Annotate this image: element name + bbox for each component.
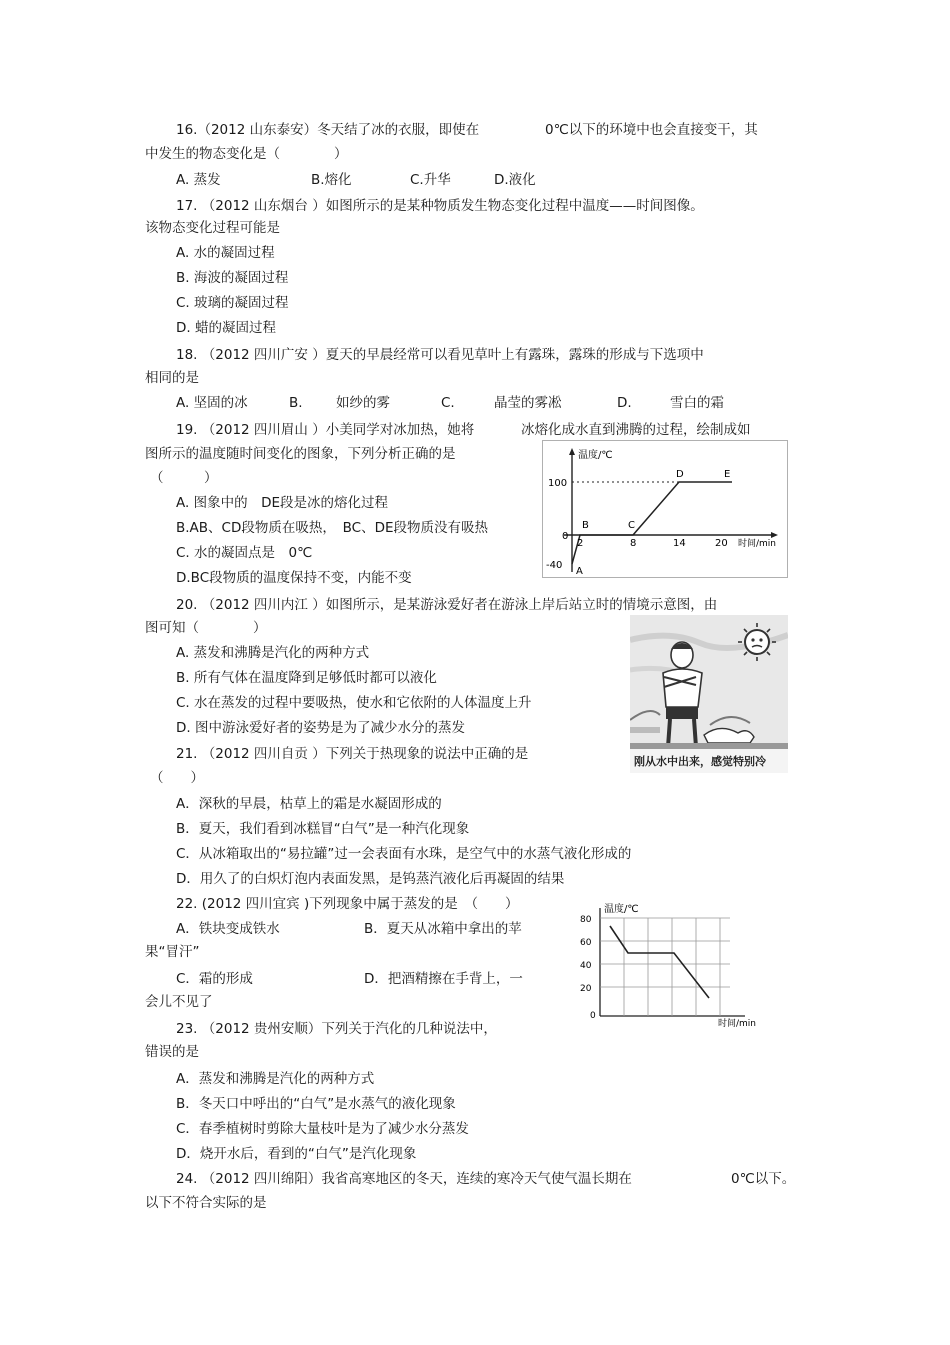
q24-stem-line2: 以下不符合实际的是 <box>145 1195 267 1211</box>
q23-option-a: A．蒸发和沸腾是汽化的两种方式 <box>176 1071 375 1087</box>
q17-option-b: B. 海波的凝固过程 <box>176 270 289 286</box>
q22-temperature-time-graph <box>570 898 770 1030</box>
q19-ytick-100: 100 <box>548 478 568 489</box>
q19-point-e: E <box>724 469 731 480</box>
q20-illustration-caption: 刚从水中出来，感觉特别冷 <box>634 755 766 768</box>
q19-point-a: A <box>576 566 583 577</box>
q19-option-d: D.BC段物质的温度保持不变，内能不变 <box>176 570 412 586</box>
q19-point-b: B <box>582 520 589 531</box>
q19-ytick-neg40: -40 <box>546 560 563 571</box>
q18-stem-line1: 18. （2012 四川广安 ）夏天的早晨经常可以看见草叶上有露珠，露珠的形成与下选项中 <box>176 347 704 363</box>
q19-graph-xlabel: 时间/min <box>738 539 777 549</box>
q19-xtick-2: 2 <box>577 538 584 549</box>
q19-temperature-time-graph <box>542 440 788 578</box>
q21-stem-line1: 21. （2012 四川自贡 ）下列关于热现象的说法中正确的是 <box>176 746 529 762</box>
q19-answer-blank: （ ） <box>150 470 218 486</box>
q17-option-a: A. 水的凝固过程 <box>176 245 275 261</box>
q21-option-d: D．用久了的白炽灯泡内表面发黑，是钨蒸汽液化后再凝固的结果 <box>176 871 565 887</box>
q23-option-b: B．冬天口中呼出的“白气”是水蒸气的液化现象 <box>176 1096 456 1112</box>
q21-answer-blank: （ ） <box>150 770 204 786</box>
q22-option-a: A．铁块变成铁水 <box>176 921 280 937</box>
q18-option-a: A. 坚固的冰 <box>176 395 248 411</box>
q22-option-d-cont: 会儿不见了 <box>145 994 213 1010</box>
q23-stem-line2: 错误的是 <box>145 1044 199 1060</box>
q20-stem-line1: 20. （2012 四川内江 ）如图所示，是某游泳爱好者在游泳上岸后站立时的情境示意图，由 <box>176 597 718 613</box>
q22-ytick-40: 40 <box>580 961 592 971</box>
q16-stem-line1b: 0℃以下的环境中也会直接变干，其 <box>545 122 758 138</box>
q17-option-c: C. 玻璃的凝固过程 <box>176 295 289 311</box>
q20-option-d: D. 图中游泳爱好者的姿势是为了减少水分的蒸发 <box>176 720 465 736</box>
q22-option-b-cont: 果“冒汗” <box>145 944 200 960</box>
q16-stem-line2: 中发生的物态变化是（ ） <box>145 146 348 162</box>
q22-graph-ylabel: 温度/℃ <box>604 904 639 915</box>
q22-option-b: B．夏天从冰箱中拿出的苹 <box>364 921 522 937</box>
q16-stem-line1: 16.（2012 山东泰安）冬天结了冰的衣服，即使在 <box>176 122 480 138</box>
q16-option-b: B.熔化 <box>311 172 352 188</box>
q19-ytick-0: 0 <box>562 531 569 542</box>
q22-ytick-0: 0 <box>590 1011 596 1021</box>
q19-stem-line2: 图所示的温度随时间变化的图象，下列分析正确的是 <box>145 446 456 462</box>
q19-option-b: B.AB、CD段物质在吸热， BC、DE段物质没有吸热 <box>176 520 488 536</box>
q16-option-a: A. 蒸发 <box>176 172 221 188</box>
q20-swimmer-illustration <box>630 615 788 773</box>
q22-option-c: C．霜的形成 <box>176 971 253 987</box>
q23-option-d: D．烧开水后，看到的“白气”是汽化现象 <box>176 1146 417 1162</box>
q17-stem-line1: 17. （2012 山东烟台 ）如图所示的是某种物质发生物态变化过程中温度——时间图像。 <box>176 198 704 214</box>
q16-option-c: C.升华 <box>410 172 451 188</box>
q18-option-c: 晶莹的雾凇 <box>494 395 562 411</box>
q18-option-c-letter: C. <box>441 395 455 411</box>
q23-stem-line1: 23. （2012 贵州安顺）下列关于汽化的几种说法中， <box>176 1021 497 1037</box>
q19-stem-line1b: 冰熔化成水直到沸腾的过程，绘制成如 <box>521 422 751 438</box>
q17-stem-line2: 该物态变化过程可能是 <box>145 220 280 236</box>
q17-option-d: D. 蜡的凝固过程 <box>176 320 276 336</box>
q22-ytick-20: 20 <box>580 984 592 994</box>
q19-option-c: C. 水的凝固点是 0℃ <box>176 545 313 561</box>
q22-option-d: D．把酒精擦在手背上，一 <box>364 971 523 987</box>
q21-option-a: A．深秋的早晨，枯草上的霜是水凝固形成的 <box>176 796 442 812</box>
q22-stem: 22. (2012 四川宜宾 )下列现象中属于蒸发的是 （ ） <box>176 896 519 912</box>
q19-stem-line1a: 19. （2012 四川眉山 ）小美同学对冰加热，她将 <box>176 422 475 438</box>
q22-ytick-80: 80 <box>580 915 592 925</box>
q18-option-d-letter: D. <box>617 395 632 411</box>
q21-option-c: C．从冰箱取出的“易拉罐”过一会表面有水珠，是空气中的水蒸气液化形成的 <box>176 846 632 862</box>
q21-option-b: B．夏天，我们看到冰糕冒“白气”是一种汽化现象 <box>176 821 470 837</box>
q22-ytick-60: 60 <box>580 938 592 948</box>
q22-graph-xlabel: 时间/min <box>718 1019 757 1029</box>
q20-option-c: C. 水在蒸发的过程中要吸热，使水和它依附的人体温度上升 <box>176 695 532 711</box>
q16-option-d: D.液化 <box>494 172 536 188</box>
q18-option-d: 雪白的霜 <box>670 395 724 411</box>
q19-xtick-14: 14 <box>673 538 686 549</box>
q18-option-b: 如纱的雾 <box>336 395 390 411</box>
q19-xtick-8: 8 <box>630 538 637 549</box>
q20-option-b: B. 所有气体在温度降到足够低时都可以液化 <box>176 670 437 686</box>
q24-stem-line1: 24. （2012 四川绵阳）我省高寒地区的冬天，连续的寒冷天气使气温长期在 <box>176 1171 632 1187</box>
q23-option-c: C．春季植树时剪除大量枝叶是为了减少水分蒸发 <box>176 1121 469 1137</box>
q19-option-a: A. 图象中的 DE段是冰的熔化过程 <box>176 495 389 511</box>
q19-point-d: D <box>676 469 684 480</box>
q19-xtick-20: 20 <box>715 538 728 549</box>
q18-stem-line2: 相同的是 <box>145 370 199 386</box>
q24-stem-line1b: 0℃以下。 <box>731 1171 796 1187</box>
q20-option-a: A. 蒸发和沸腾是汽化的两种方式 <box>176 645 370 661</box>
q18-option-b-letter: B. <box>289 395 303 411</box>
q19-point-c: C <box>628 520 635 531</box>
q20-stem-line2: 图可知（ ） <box>145 620 267 636</box>
q19-graph-ylabel: 温度/℃ <box>578 450 613 461</box>
